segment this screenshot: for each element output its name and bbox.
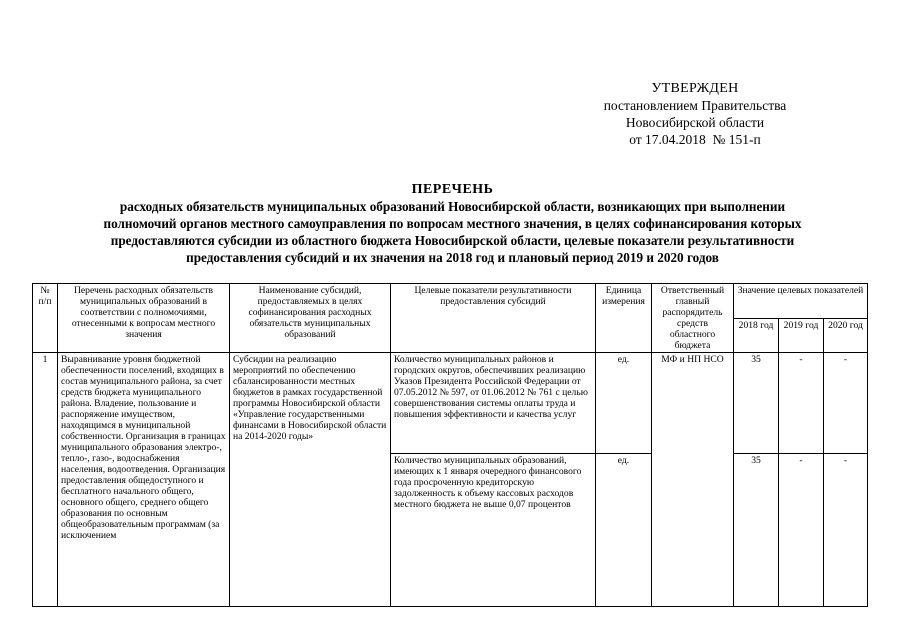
header-year-2019: 2019 год bbox=[779, 318, 824, 353]
row-unit-1: ед. bbox=[596, 353, 652, 454]
row-value-2018-1: 35 bbox=[734, 353, 779, 454]
row-value-2019-2: - bbox=[779, 454, 824, 607]
header-year-2018: 2018 год bbox=[734, 318, 779, 353]
header-obligations: Перечень расходных обязательств муниципальных образований в соответствии с полномочиями, отнесенными к вопросам местного значения bbox=[58, 284, 230, 353]
table-header-row bbox=[33, 284, 868, 319]
heading-line-2: полномочий органов местного самоуправления по вопросам местного значения, в целях софинансирования которых bbox=[103, 216, 802, 231]
approval-title: УТВЕРЖДЕН bbox=[651, 81, 739, 96]
header-num: № п/п bbox=[33, 284, 58, 353]
heading-line-1: расходных обязательств муниципальных образований Новосибирской области, возникающих при выполнении bbox=[119, 199, 786, 214]
heading-line-4: предоставления субсидий и их значения на 2018 год и плановый период 2019 и 2020 годов bbox=[186, 250, 719, 265]
header-indicators: Целевые показатели результативности предоставления субсидий bbox=[391, 284, 596, 353]
row-unit-2: ед. bbox=[596, 454, 652, 607]
document-title: ПЕРЕЧЕНЬ bbox=[411, 182, 494, 197]
row-indicator-1: Количество муниципальных районов и городских округов, обеспечивших реализацию Указов Президента Российской Федерации от 07.05.2012 № 597, от 01.06.2012 № 761 с целью совершенствования системы оплаты труда и повышения эффективности и качества услуг bbox=[391, 353, 596, 454]
heading-line-3: предоставляются субсидии из областного бюджета Новосибирской области, целевые показатели результативности bbox=[110, 233, 795, 248]
header-manager: Ответственный главный распорядитель средств областного бюджета bbox=[652, 284, 734, 353]
row-value-2020-2: - bbox=[824, 454, 868, 607]
row-obligation: Выравнивание уровня бюджетной обеспеченности поселений, входящих в состав муниципального района, за счет средств бюджета муниципального района. Владение, пользование и распоряжение имуществом, находящимся в муниципальной собственности. Организация в границах муниципального образования электро-, тепло-, газо-, водоснабжения населения, водоотведения. Организация предоставления общедоступного и бесплатного начального общего, основного общего, среднего общего образования по основным общеобразовательным программам (за исключением bbox=[58, 353, 230, 607]
header-values: Значение целевых показателей bbox=[734, 284, 868, 319]
approval-date: от 17.04.2018 № 151-п bbox=[629, 132, 761, 147]
row-value-2018-2: 35 bbox=[734, 454, 779, 607]
row-value-2019-1: - bbox=[779, 353, 824, 454]
header-unit: Единица измерения bbox=[596, 284, 652, 353]
obligations-table bbox=[32, 283, 868, 607]
approval-line-2: постановлением Правительства bbox=[603, 98, 787, 113]
header-subsidy: Наименование субсидий, предоставляемых в целях софинансирования расходных обязательств муниципальных образований bbox=[230, 284, 391, 353]
row-value-2020-1: - bbox=[824, 353, 868, 454]
header-year-2020: 2020 год bbox=[824, 318, 868, 353]
row-num: 1 bbox=[33, 353, 58, 607]
document-heading bbox=[20, 181, 885, 266]
row-manager: МФ и НП НСО bbox=[652, 353, 734, 607]
row-subsidy: Субсидии на реализацию мероприятий по обеспечению сбалансированности местных бюджетов в рамках государственной программы Новосибирской области «Управление государственными финансами в Новосибирской области на 2014-2020 годы» bbox=[230, 353, 391, 607]
row-indicator-2: Количество муниципальных образований, имеющих к 1 января очередного финансового года просроченную кредиторскую задолженность к объему кассовых расходов местного бюджета не выше 0,07 процентов bbox=[391, 454, 596, 607]
table-row bbox=[33, 353, 868, 454]
approval-line-3: Новосибирской области bbox=[625, 115, 765, 130]
approval-block bbox=[560, 80, 830, 148]
